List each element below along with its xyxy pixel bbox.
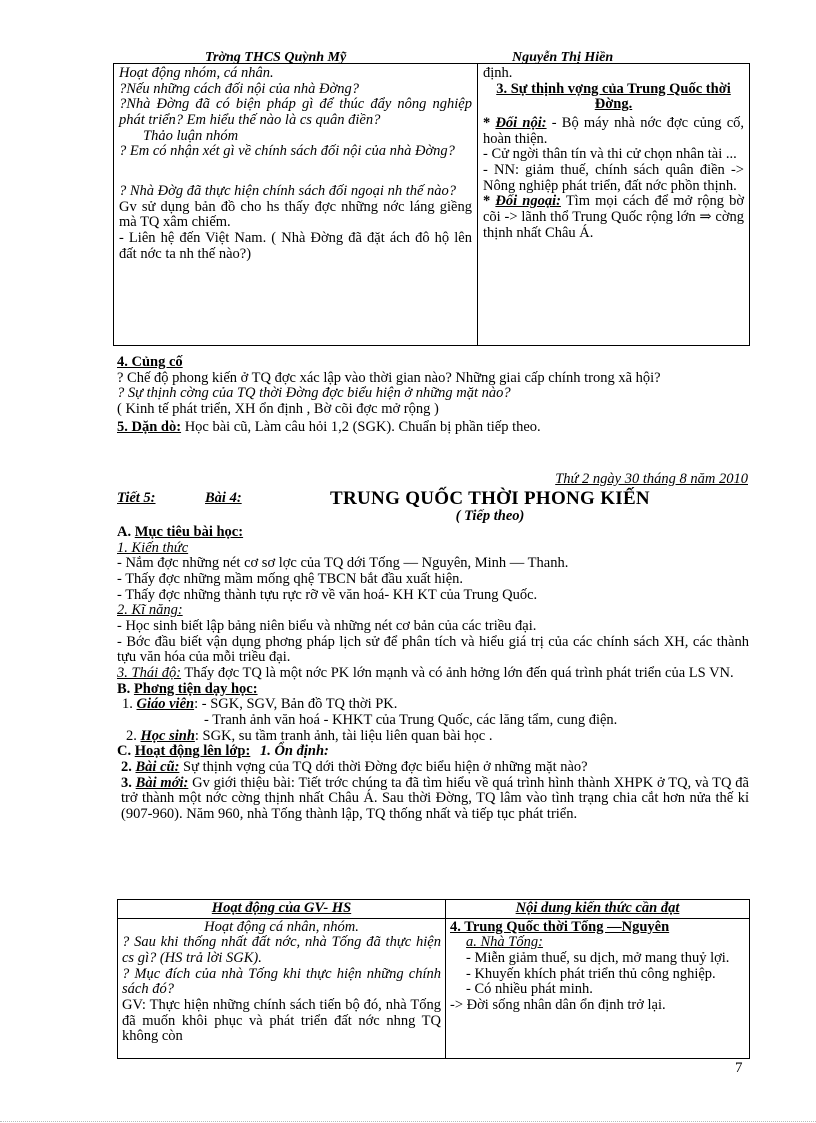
lesson-title: TRUNG QUỐC THỜI PHONG KIẾN	[330, 488, 650, 509]
right-item-2: - NN: giảm thuế, chính sách quân điền -> Nông nghiệp phát triển, đất nớc phồn thịnh.	[483, 161, 744, 194]
baimoi-label: Bài mới:	[135, 774, 189, 791]
doi-ngoai: * Đối ngoại: Tìm mọi cách để mở rộng bờ cõi -> lãnh thổ Trung Quốc rộng lớn ⇒ cờng thịnh nhất Châu Á.	[483, 193, 745, 241]
baimoi-line: 3. Bài mới: Gv giới thiệu bài: Tiết trớc chúng ta đã tìm hiểu về quá trình hình thành XHPK ở TQ, và TQ đã trở thành một nớc cờng thịnh nhất Châu Á. Sau thời Đờng, TQ lâm vào tình trạng chia cắt hơn nửa thế kỉ (907-960). Năm 960, nhà Tống thành lập, TQ thống nhất và tiếp tục phát triển.	[121, 774, 749, 822]
section-c-heading: C. Hoạt động lên lớp: 1. Ổn định:	[117, 743, 329, 760]
t2-section-4-heading: 4. Trung Quốc thời Tống —Nguyên	[450, 918, 670, 935]
kienthuc-item-1: - Nắm đợc những nét cơ sơ lợc của TQ dới Tống — Nguyên, Minh — Thanh.	[117, 555, 569, 572]
cungco-line-3: ( Kinh tế phát triển, XH ổn định , Bờ cõi đợc mở rộng )	[117, 400, 439, 417]
cungco-section	[117, 355, 749, 435]
kienthuc-heading: 1. Kiến thức	[117, 539, 189, 556]
doi-noi-label: Đối nội:	[495, 114, 547, 131]
header-school: Trờng THCS Quỳnh Mỹ	[205, 50, 347, 65]
baimoi-text: Gv giới thiệu bài: Tiết trớc chúng ta đã tìm hiểu về quá trình hình thành XHPK ở TQ, và TQ đã trở thành một nớc cờng thịnh nhất Châu Á. Sau thời Đờng, TQ lâm vào tình trạng chia cắt hơn nửa thế kỉ (907-960). Năm 960, nhà Tống thành lập, TQ thống nhất và tiếp tục phát triển.	[121, 774, 749, 822]
ondinh: 1. Ổn định:	[259, 743, 329, 760]
teacher-note: Gv sử dụng bản đồ cho hs thấy đợc những nớc láng giềng mà TQ xâm chiếm.	[119, 198, 472, 231]
table2-header-content: Nội dung kiến thức cần đạt	[446, 900, 750, 919]
t2-question-2: ? Mục đích của nhà Tống khi thực hiện những chính sách đó?	[122, 965, 441, 998]
doi-noi: * Đối nội: - Bộ máy nhà nớc đợc củng cố, hoàn thiện.	[483, 114, 745, 147]
section-b-heading: B. Phơng tiện dạy học:	[117, 680, 258, 697]
lesson-bai: Bài 4:	[205, 490, 242, 506]
section-b-title: Phơng tiện dạy học:	[133, 680, 258, 697]
header-teacher: Nguyễn Thị Hiền	[512, 50, 614, 65]
doi-ngoai-label: Đối ngoại:	[495, 193, 561, 210]
table1-right-cell	[478, 64, 750, 346]
page-number: 7	[735, 1060, 743, 1076]
question-3: ? Em có nhận xét gì về chính sách đối nội của nhà Đờng?	[119, 143, 455, 160]
hs-label: Học sinh	[140, 727, 195, 744]
t2-item-4: -> Đời sống nhân dân ổn định trở lại.	[450, 996, 666, 1013]
t2-activity: Hoạt động cá nhân, nhóm.	[204, 918, 359, 935]
gv-line: 1. Giáo viên: - SGK, SGV, Bản đồ TQ thời PK.	[122, 696, 398, 713]
danpdo-text: Học bài cũ, Làm câu hỏi 1,2 (SGK). Chuẩn bị phần tiếp theo.	[181, 418, 541, 435]
gv-line-2: - Tranh ảnh văn hoá - KHKT của Trung Quốc, các lăng tẩm, cung điện.	[204, 711, 618, 728]
kienthuc-item-2: - Thấy đợc những mầm mống qhệ TBCN bắt đầu xuất hiện.	[117, 570, 464, 587]
gv-text: : - SGK, SGV, Bản đồ TQ thời PK.	[194, 696, 398, 713]
section-a-heading: A. Mục tiêu bài học:	[117, 524, 244, 540]
cungco-line-2: ? Sự thịnh cờng của TQ thời Đờng đợc biểu hiện ở những mặt nào?	[117, 385, 511, 402]
t2-item-1: - Miễn giảm thuế, su dịch, mở mang thuỷ lợi.	[466, 949, 730, 966]
lesson-table-2	[117, 899, 750, 1059]
kinang-item-2: - Bớc đầu biết vận dụng phơng pháp lịch sử để phân tích và hiểu giá trị của các chính sách XH, các thành tựu văn hóa của mỗi triều đại.	[117, 633, 749, 666]
t2-item-2: - Khuyến khích phát triển thủ công nghiệp.	[466, 965, 716, 982]
danpdo-line	[117, 420, 749, 436]
page-footer-divider	[0, 1121, 816, 1122]
thaido-line	[117, 666, 749, 682]
right-item-1: - Cử ngời thân tín và thi cử chọn nhân tài ...	[483, 146, 737, 163]
lesson-tiet: Tiết 5:	[117, 490, 156, 506]
group-discussion: Thảo luận nhóm	[143, 127, 239, 144]
table2-left-cell	[118, 918, 446, 1058]
t2-item-3: - Có nhiều phát minh.	[466, 981, 593, 998]
danpdo-label: 5. Dặn dò:	[117, 418, 182, 435]
doi-noi-text: - Bộ máy nhà nớc đợc củng cố, hoàn thiện.	[483, 114, 745, 147]
activity-type: Hoạt động nhóm, cá nhân.	[119, 65, 274, 81]
kinang-heading: 2. Kĩ năng:	[117, 602, 183, 619]
lesson-table-1	[113, 63, 750, 346]
table2-right-cell	[446, 918, 750, 1058]
thaido-text: Thấy đợc TQ là một nớc PK lớn mạnh và có ảnh hởng lớn đến quá trình phát triển của LS VN.	[181, 664, 734, 681]
t2-question-1: ? Sau khi thống nhất đất nớc, nhà Tống đã thực hiện cs gì? (HS trả lời SGK).	[122, 934, 441, 966]
section-a-title: Mục tiêu bài học:	[134, 524, 244, 540]
baicu-text: Sự thịnh vợng của TQ dới thời Đờng đợc biểu hiện ở những mặt nào?	[179, 758, 588, 775]
hs-line: 2. Học sinh: SGK, su tầm tranh ảnh, tài liệu liên quan bài học .	[126, 727, 493, 744]
question-2: ?Nhà Đờng đã có biện pháp gì để thúc đẩy nông nghiệp phát triển? Em hiểu thế nào là cs quân điền?	[119, 96, 472, 128]
baicu-label: Bài cũ:	[135, 758, 180, 775]
cungco-line-1: ? Chế độ phong kiến ở TQ đợc xác lập vào thời gian nào? Những giai cấp chính trong xã hội?	[117, 369, 661, 386]
t2-sub-heading: a. Nhà Tống:	[466, 934, 543, 951]
lesson-subtitle: ( Tiếp theo)	[455, 508, 525, 524]
question-1: ?Nếu những cách đối nội của nhà Đờng?	[119, 80, 359, 97]
kienthuc-item-3: - Thấy đợc những thành tựu rực rỡ về văn hoá- KH KT của Trung Quốc.	[117, 586, 538, 603]
section-c-title: Hoạt động lên lớp:	[134, 743, 251, 760]
section-3-heading: 3. Sự thịnh vợng của Trung Quốc thời Đờng.	[496, 80, 731, 113]
cungco-heading: 4. Củng cố	[117, 354, 183, 370]
doi-ngoai-text: Tìm mọi cách để mở rộng bờ cõi -> lãnh thổ Trung Quốc rộng lớn ⇒ cờng thịnh nhất Châu Á.	[483, 193, 745, 241]
continuation-text: định.	[483, 65, 513, 81]
table1-left-cell	[114, 64, 478, 346]
table2-header-activity: Hoạt động của GV- HS	[118, 900, 446, 919]
thaido-label: 3. Thái độ:	[117, 664, 182, 681]
vietnam-note: - Liên hệ đến Việt Nam. ( Nhà Đờng đã đặt ách đô hộ lên đất nớc ta nh thế nào?)	[119, 229, 472, 262]
baicu-line: 2. Bài cũ: Sự thịnh vợng của TQ dới thời Đờng đợc biểu hiện ở những mặt nào?	[121, 758, 588, 775]
question-4: ? Nhà Đờg đã thực hiện chính sách đối ngoại nh thế nào?	[119, 182, 457, 199]
section-a	[117, 525, 749, 822]
hs-text: : SGK, su tầm tranh ảnh, tài liệu liên quan bài học .	[194, 727, 493, 744]
kinang-item-1: - Học sinh biết lập bảng niên biểu và những nét cơ bản của các triều đại.	[117, 617, 537, 634]
t2-teacher-note: GV: Thực hiện những chính sách tiến bộ đó, nhà Tống đã muốn khôi phục và phát triển đất nớc nhng TQ không còn	[122, 996, 441, 1045]
lesson-date: Thứ 2 ngày 30 tháng 8 năm 2010	[555, 471, 748, 487]
gv-label: Giáo viên	[136, 696, 195, 713]
